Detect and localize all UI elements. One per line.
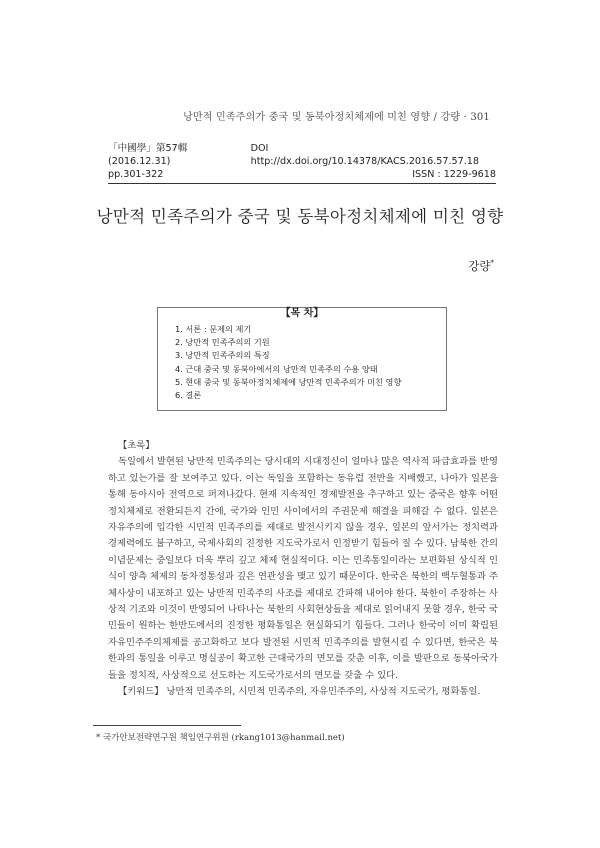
toc-item[interactable]: 3. 낭만적 민족주의의 특징	[175, 350, 270, 361]
running-header: 낭만적 민족주의가 중국 및 동북아정치체제에 미친 영향 / 강량 · 301	[183, 112, 490, 123]
journal-citation: 「中國學」第57輯 (2016.12.31)	[108, 143, 188, 167]
toc-item[interactable]: 4. 근대 중국 및 동북아에서의 낭만적 민족주의 수용 양태	[175, 363, 378, 374]
doi-link[interactable]: DOI http://dx.doi.org/10.14378/KACS.2016.57.57.18	[250, 143, 480, 167]
issn: ISSN : 1229-9618	[412, 169, 496, 180]
abstract-label: 【초록】	[118, 440, 155, 451]
page-range: pp.301-322	[108, 169, 164, 180]
toc-item[interactable]: 5. 현대 중국 및 동북아정치체제에 낭만적 민족주의가 미친 영향	[175, 376, 402, 387]
author	[468, 258, 494, 274]
author-footnote-mark[interactable]: *	[490, 259, 494, 268]
toc-item[interactable]: 1. 서론 : 문제의 제기	[175, 324, 252, 334]
toc-item[interactable]: 6. 결론	[175, 390, 202, 401]
toc-heading: 【목 차】	[275, 308, 330, 319]
keywords-list: 낭만적 민족주의, 시민적 민족주의, 자유민주주의, 사상적 지도국가, 평화통일.	[166, 686, 481, 698]
author-footnote: * 국가안보전략연구원 책임연구위원 (rkang1013@hanmail.net)	[96, 733, 345, 743]
keywords	[108, 684, 498, 700]
journal-meta	[108, 142, 496, 184]
abstract	[108, 438, 498, 701]
table-of-contents	[157, 307, 447, 411]
toc-item[interactable]: 2. 낭만적 민족주의의 기원	[175, 337, 270, 348]
author-name: 강량	[468, 259, 491, 273]
meta-divider	[108, 183, 496, 184]
abstract-body: 독일에서 발현된 낭만적 민족주의는 당시대의 시대정신이 얼마나 많은 역사적 파급효과를 반영하고 있는가를 잘 보여주고 있다. 이는 독일을 포함하는 동유럽 전반을 지배했고, 나아가 일본을 통해 동아시아 전역으로 퍼져나갔다. 현재 지속적인 경제발전을 추구하고 있는 중국은 향후 어떤 정치체제로 전환되든지 간에, 국가와 인민 사이에서의 주권문제 해결을 피해갈 수 없다. 일본은 자유주의에 입각한 시민적 민족주의를 제대로 발전시키지 않을 경우, 일본의 앞서가는 정치력과 경제력에도 불구하고, 국제사회의 진정한 지도국가로서 인정받기 힘들어 질 수 있다. 남북한 간의 이념문제는 중일보다 더욱 뿌리 깊고 체제 현실적이다. 이는 민족통일이라는 보편화된 상식적 인식이 양측 체제의 동차정통성과 깊은 연관성을 맺고 있기 때문이다. 한국은 북한의 백두혈통과 주체사상이 내포하고 있는 낭만적 민족주의 사조를 제대로 간파해 내어야 한다. 북한이 주장하는 사상적 기조와 이것이 반영되어 나타나는 북한의 사회현상들을 제대로 읽어내지 못할 경우, 한국 국민들이 원하는 한반도에서의 진정한 평화통일은 현실화되기 힘들다. 그러나 한국이 이미 확립된 자유민주주의체제를 공고화하고 보다 발전된 시민적 민족주의를 발현시킬 수 있다면, 한국은 북한과의 통일을 이루고 명실공이 확고한 근대국가의 면모를 갖춘 이후, 이를 발판으로 동북아국가들을 정치적, 사상적으로 선도하는 지도국가로서의 면모를 갖출 수 있다.	[108, 456, 498, 681]
keywords-label: 【키워드】	[118, 686, 164, 698]
paper-title: 낭만적 민족주의가 중국 및 동북아정치체제에 미친 영향	[96, 207, 504, 226]
toc-list	[175, 323, 401, 402]
footnote-divider	[93, 725, 241, 726]
